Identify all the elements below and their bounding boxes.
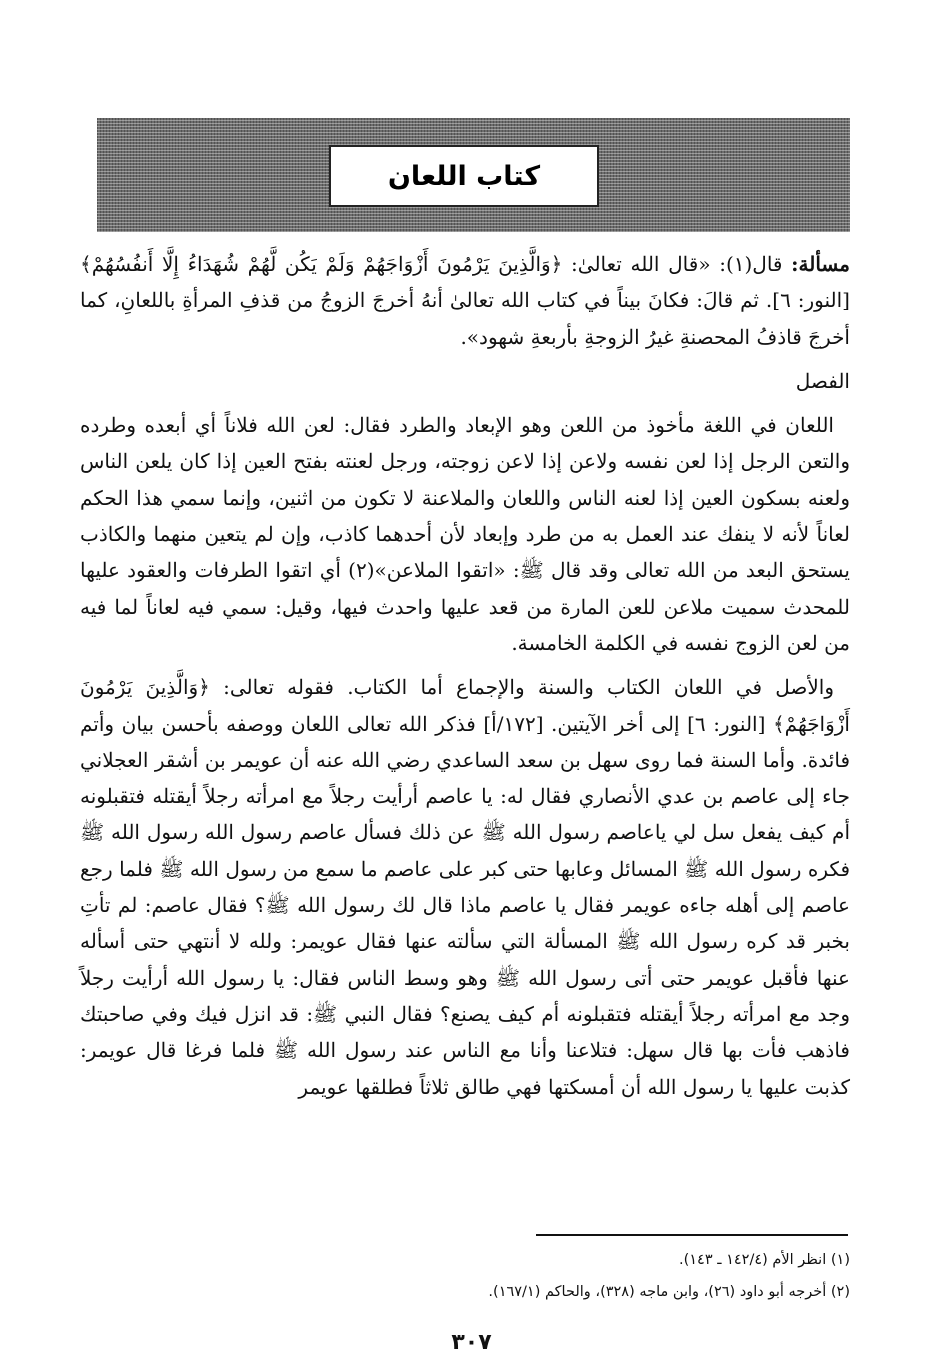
footnote-2: (٢) أخرجه أبو داود (٢٦)، وابن ماجه (٣٢٨)، والحاكم (١٦٧/١). xyxy=(488,1284,850,1300)
chapter-title-box xyxy=(329,145,599,207)
masala-text: قال(١): «قال الله تعالىٰ: ﴿وَالَّذِينَ يَرْمُونَ أَزْوَاجَهُمْ وَلَمْ يَكُن لَّهُمْ شُهَدَاءُ إِلَّا أَنفُسُهُمْ﴾ [النور: ٦]. ثم قالَ: فكانَ بيناً في كتاب الله تعالىٰ أنهُ أخرجَ الزوجُ من قذفِ المرأةِ باللعانِ، كما أخرجَ قاذفُ المحصنةِ غيرُ الزوجةِ بأربعةِ شهود». xyxy=(80,252,850,349)
section-heading: الفصل xyxy=(795,368,850,393)
paragraph-definition: اللعان في اللغة مأخوذ من اللعن وهو الإبعاد والطرد فقال: لعن الله فلاناً أي أبعده وطرده والتعن الرجل إذا لعن نفسه ولاعن إذا لاعن زوجته، ورجل لعنته بفتح العين إذا كان يلعن الناس ولعنه بسكون العين إذا لعنه الناس واللعان والملاعنة لا تكون من اثنين، وإنما سمي هذا الحكم لعاناً لأنه لا ينفك عند العمل به من طرد وإبعاد لأن أحدهما كاذب، وإن لم يتعين منهما والكاذب يستحق البعد من الله تعالى وقد قال ﷺ: «اتقوا الملاعن»(٢) أي اتقوا الطرفات والعقود عليها للمحدث سميت ملاعن للعن المارة من قعد عليها واحدث فيها، وقيل: سمي فيه لعاناً لما فيه من لعن الزوج نفسه في الكلمة الخامسة. xyxy=(80,413,850,655)
page-number: ٣٠٧ xyxy=(451,1330,492,1355)
masala-label: مسألة: xyxy=(791,252,850,276)
main-text xyxy=(80,246,850,1113)
footnote-divider xyxy=(536,1234,848,1236)
footnote-1: (١) انظر الأم (١٤٢/٤ ـ ١٤٣). xyxy=(678,1252,850,1268)
paragraph-evidence: والأصل في اللعان الكتاب والسنة والإجماع أما الكتاب. فقوله تعالى: ﴿وَالَّذِينَ يَرْمُونَ أَزْوَاجَهُمْ﴾ [النور: ٦] إلى أخر الآيتين. [١٧٢/أ] فذكر الله تعالى اللعان ووصفه بأحسن بيان وأتم فائدة. وأما السنة فما روى سهل بن سعد الساعدي رضي الله عنه أن عويمر بن أشقر العجلاني جاء إلى عاصم بن عدي الأنصاري فقال له: يا عاصم أرأيت رجلاً مع امرأته رجلاً أيقتله فتقبلونه أم كيف يفعل سل لي ياعاصم رسول الله ﷺ عن ذلك فسأل عاصم رسول الله رسول الله ﷺ فكره رسول الله ﷺ المسائل وعابها حتى كبر على عاصم ما سمع من رسول الله ﷺ فلما رجع عاصم إلى أهله جاءه عويمر فقال يا عاصم ماذا قال لك رسول الله ﷺ؟ فقال عاصم: لم تأتِ بخبر قد كره رسول الله ﷺ المسألة التي سألته عنها فقال عويمر: ولله لا أنتهي حتى أسأله عنها فأقبل عويمر حتى أتى رسول الله ﷺ وهو وسط الناس فقال: يا رسول الله أرأيت رجلاً وجد مع امرأته رجلاً أيقتله فتقبلونه أم كيف يصنع؟ فقال النبي ﷺ: قد انزل فيك وفي صاحبتك فاذهب فأت بها قال سهل: فتلاعنا وأنا مع الناس عند رسول الله ﷺ فلما فرغا قال عويمر: كذبت عليها يا رسول الله أن أمسكتها فهي طالق ثلاثاً فطلقها عويمر xyxy=(80,675,850,1099)
chapter-title: كتاب اللعان xyxy=(387,160,541,192)
paragraph-masala xyxy=(80,246,850,355)
footnotes xyxy=(80,1244,850,1308)
